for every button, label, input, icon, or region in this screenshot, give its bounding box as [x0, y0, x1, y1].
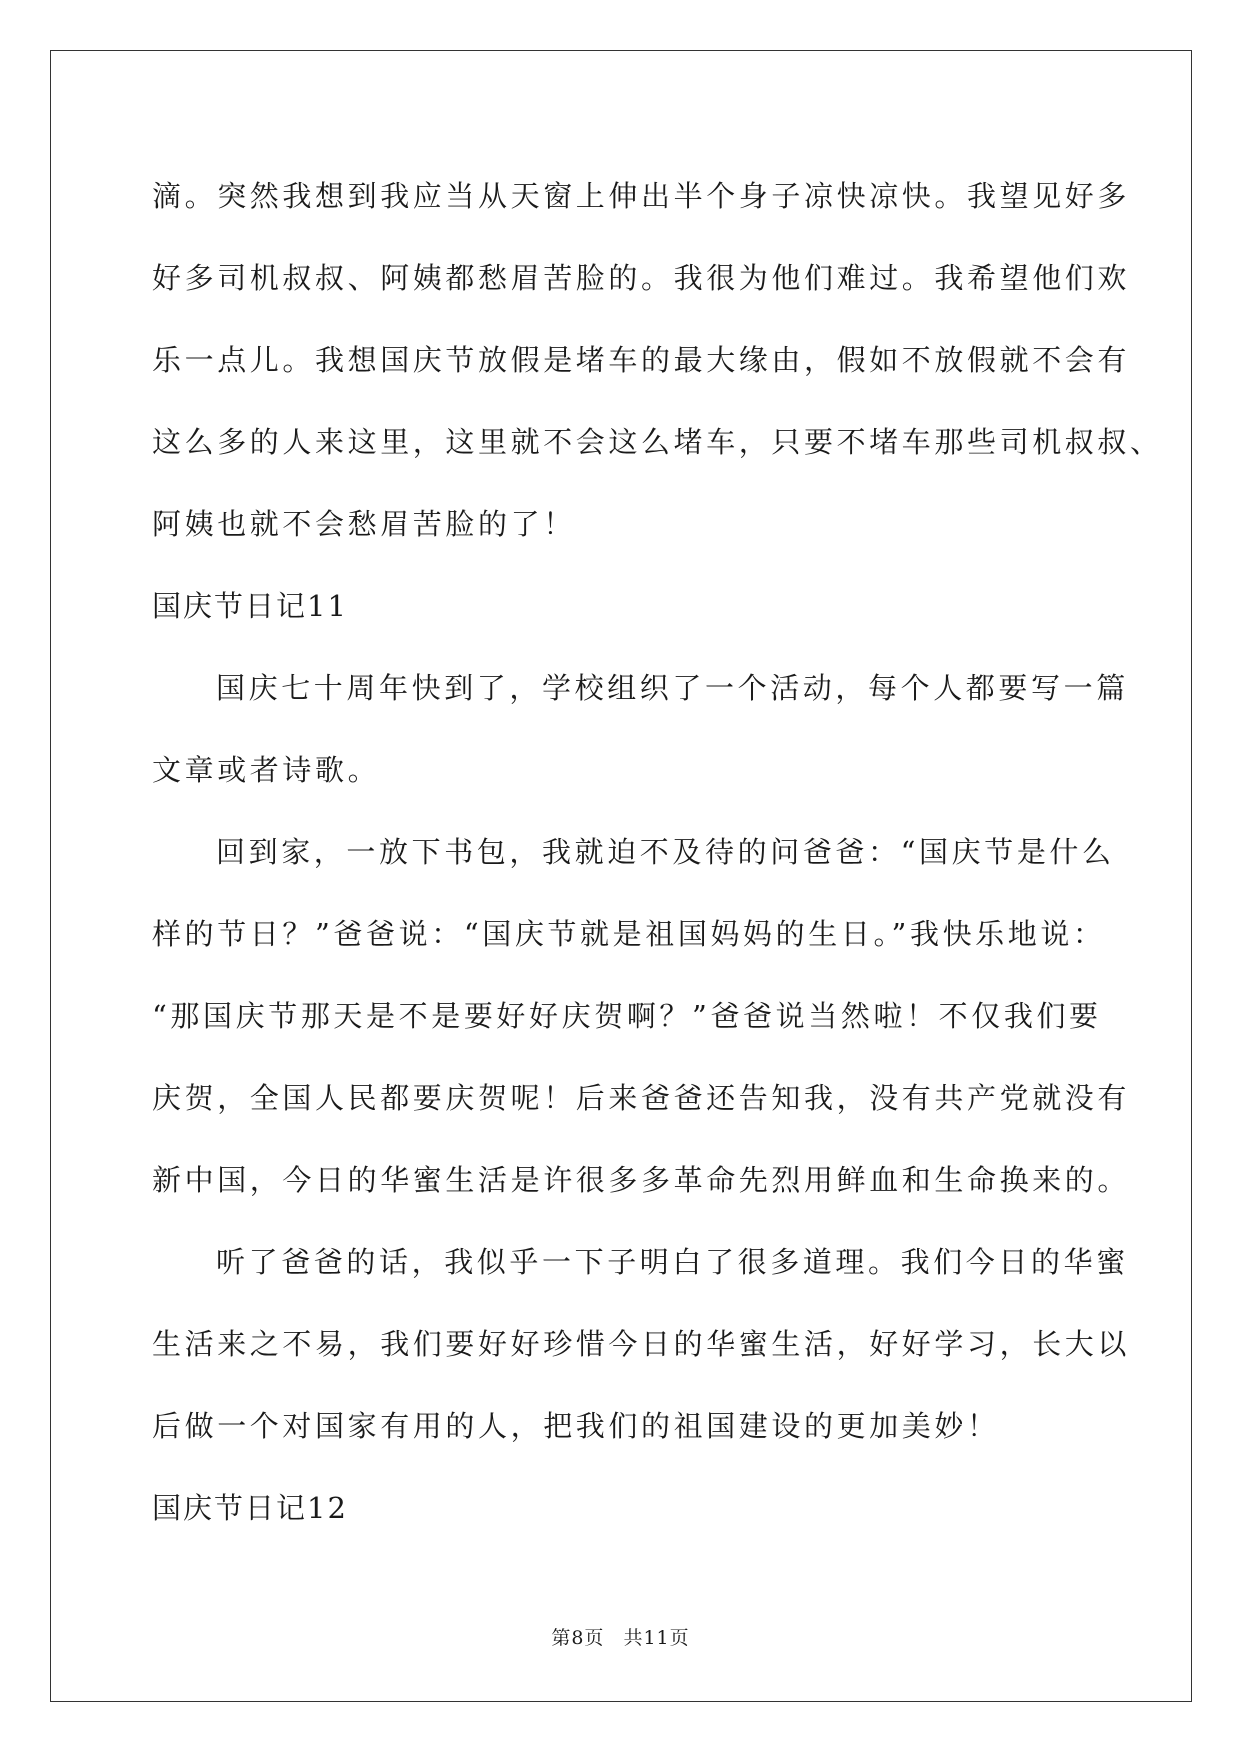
- paragraph-line: 国庆七十周年快到了，学校组织了一个活动，每个人都要写一篇: [216, 671, 1129, 705]
- paragraph-line: 好多司机叔叔、阿姨都愁眉苦脸的。我很为他们难过。我希望他们欢: [152, 261, 1131, 295]
- section-heading: 国庆节日记12: [152, 1491, 348, 1525]
- page-footer: [0, 1623, 1241, 1650]
- paragraph-line: 新中国，今日的华蜜生活是许很多多革命先烈用鲜血和生命换来的。: [152, 1163, 1131, 1197]
- paragraph-line: 文章或者诗歌。: [152, 753, 381, 787]
- paragraph-line: 样的节日？”爸爸说：“国庆节就是祖国妈妈的生日。”我快乐地说：: [152, 917, 1106, 951]
- paragraph-line: 回到家，一放下书包，我就迫不及待的问爸爸：“国庆节是什么: [216, 835, 1115, 869]
- paragraph-line: 阿姨也就不会愁眉苦脸的了！: [152, 507, 576, 541]
- paragraph-line: 这么多的人来这里，这里就不会这么堵车，只要不堵车那些司机叔叔、: [152, 425, 1163, 459]
- total-pages: 共11页: [623, 1627, 690, 1649]
- section-heading: 国庆节日记11: [152, 589, 348, 623]
- document-body: [152, 155, 1163, 1549]
- paragraph-line: 庆贺，全国人民都要庆贺呢！后来爸爸还告知我，没有共产党就没有: [152, 1081, 1131, 1115]
- paragraph-line: 生活来之不易，我们要好好珍惜今日的华蜜生活，好好学习，长大以: [152, 1327, 1131, 1361]
- paragraph-line: 后做一个对国家有用的人，把我们的祖国建设的更加美妙！: [152, 1409, 1000, 1443]
- paragraph-line: “那国庆节那天是不是要好好庆贺啊？”爸爸说当然啦！不仅我们要: [152, 999, 1102, 1033]
- paragraph-line: 听了爸爸的话，我似乎一下子明白了很多道理。我们今日的华蜜: [216, 1245, 1129, 1279]
- paragraph-line: 滴。突然我想到我应当从天窗上伸出半个身子凉快凉快。我望见好多: [152, 179, 1131, 213]
- current-page-number: 第8页: [551, 1627, 605, 1649]
- paragraph-line: 乐一点儿。我想国庆节放假是堵车的最大缘由，假如不放假就不会有: [152, 343, 1131, 377]
